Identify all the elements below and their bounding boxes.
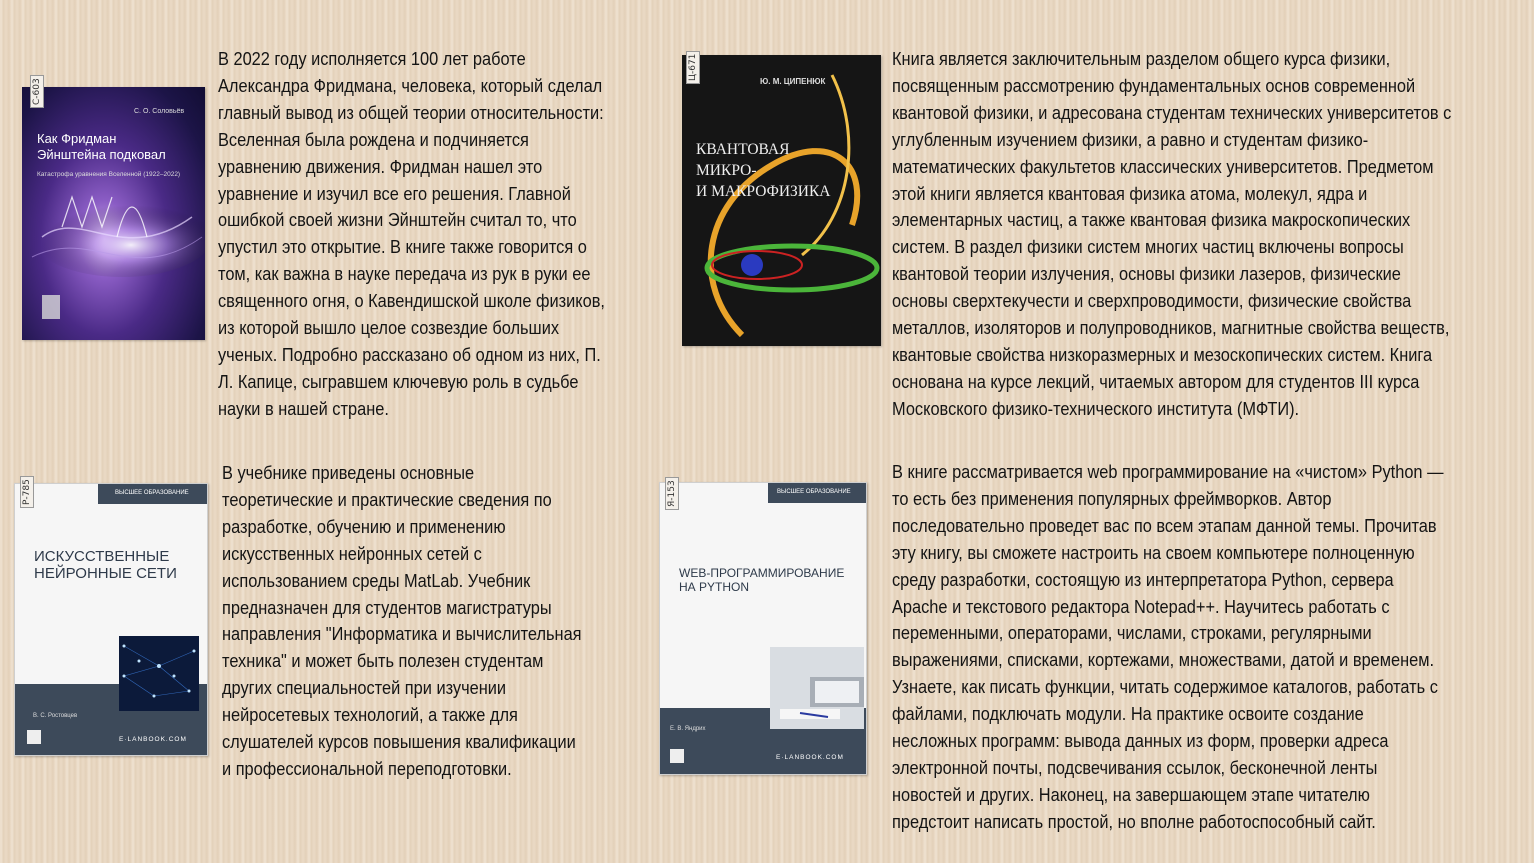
description-line: металлов, изоляторов и полупроводников, магнитные свойства веществ, (892, 318, 1450, 339)
description-line: разработке, обучению и применению (222, 516, 506, 537)
book-description (892, 459, 1443, 836)
description-line: Л. Капице, сыгравшем ключевую роль в судьбе (218, 371, 579, 392)
description-line: слушателей курсов повышения квалификации (222, 732, 576, 753)
description-line: Московского физико-технического института (МФТИ). (892, 398, 1300, 419)
cover-publisher: Е·LANBOOK.COM (776, 754, 844, 761)
library-sticker: Ц-671 (686, 51, 700, 84)
book-description (218, 46, 605, 423)
cover-title-line: МИКРО- (696, 162, 757, 179)
description-line: углубленным изучением физики, а равно и студентам физико- (892, 129, 1369, 150)
description-line: переменными, операторами, числами, строками, регулярными (892, 623, 1372, 644)
description-line: теоретические и практические сведения по (222, 489, 552, 510)
description-line: нейросетевых технологий, а также для (222, 705, 518, 726)
cover-title-line: ИСКУССТВЕННЫЕ (34, 548, 170, 565)
description-line: искусственных нейронных сетей с (222, 543, 482, 564)
description-line: В 2022 году исполняется 100 лет работе (218, 49, 526, 69)
publisher-logo (27, 730, 41, 744)
description-line: техника" и может быть полезен студентам (222, 651, 544, 672)
description-line: предстоит написать простой, но вполне работоспособный сайт. (892, 811, 1376, 832)
description-line: основы сверхтекучести и сверхпроводимости, физические свойства (892, 291, 1412, 312)
description-line: квантовые свойства низкоразмерных и мезоскопических систем. Книга (892, 344, 1433, 365)
description-line: главный вывод из общей теории относительности: (218, 102, 604, 123)
description-line: использованием среды MatLab. Учебник (222, 570, 531, 591)
cover-publisher: Е·LANBOOK.COM (119, 736, 187, 743)
cover-title-line: НА PYTHON (679, 580, 750, 594)
cover-author: С. О. Соловьёв (134, 108, 185, 115)
cover-subtitle: Катастрофа уравнения Вселенной (1922–2022) (37, 171, 181, 178)
book-cover-fridman (22, 87, 205, 340)
description-line: предназначен для студентов магистратуры (222, 597, 552, 618)
description-line: основана на курсе лекций, читаемых автором для студентов III курса (892, 371, 1420, 392)
publisher-logo (670, 749, 684, 763)
book-description (222, 460, 582, 783)
cover-title-line: Эйнштейна подковал (37, 147, 166, 162)
book-cover-neural-networks (14, 483, 208, 756)
description-line: науки в нашей стране. (218, 398, 389, 419)
description-line: Александра Фридмана, человека, который сделал (218, 75, 603, 96)
book-cover-web-python (659, 482, 867, 775)
description-line: и профессиональной переподготовки. (222, 758, 512, 779)
description-line: то есть без применения популярных фреймворков. Автор (892, 488, 1332, 509)
cover-title (679, 566, 844, 594)
description-line: систем. В раздел физики систем многих частиц включены вопросы (892, 237, 1404, 258)
nebula-art (22, 87, 205, 340)
description-line: этой книги является квантовая физика атома, молекул, ядра и (892, 183, 1368, 204)
description-line: из которой вышло целое созвездие больших (218, 318, 560, 339)
cover-title (37, 131, 166, 163)
cover-title-line: И МАКРОФИЗИКА (696, 183, 831, 200)
description-line: квантовой теории излучения, основы физики лазеров, физические (892, 264, 1401, 285)
description-line: Apache и текстового редактора Notepad++. Научитесь работать с (892, 596, 1390, 617)
cover-author: Ю. М. ЦИПЕНЮК (760, 77, 826, 86)
library-sticker: Р-785 (20, 476, 34, 508)
cover-title-line: Как Фридман (37, 131, 117, 146)
library-sticker: Я-153 (665, 477, 679, 510)
description-line: ошибкой своей жизни Эйнштейн считал то, что (218, 210, 577, 231)
description-line: направления "Информатика и вычислительная (222, 624, 582, 645)
description-line: уравнению движения. Фридман нашел это (218, 156, 543, 177)
book-cover-quantum (682, 55, 881, 346)
cover-title-line: КВАНТОВАЯ (696, 141, 790, 158)
description-line: математических факультетов классических университетов. Предметом (892, 156, 1434, 177)
cover-series: ВЫСШЕЕ ОБРАЗОВАНИЕ (115, 490, 189, 496)
description-line: несложных программ: вывода данных из форм, проверки адреса (892, 731, 1389, 752)
cover-title (34, 548, 177, 582)
cover-author: Е. В. Яндрих (670, 726, 706, 732)
cover-title-line: WEB-ПРОГРАММИРОВАНИЕ (679, 566, 845, 580)
cover-title (696, 139, 831, 202)
description-line: новостей и других. Наконец, на завершающем этапе читателю (892, 784, 1370, 805)
cover-series: ВЫСШЕЕ ОБРАЗОВАНИЕ (777, 489, 851, 495)
description-line: среду разработки, состоящую из интерпретатора Python, сервера (892, 569, 1394, 590)
description-line: элементарных частиц, а также квантовая физика макроскопических (892, 210, 1411, 231)
cover-author: В. С. Ростовцев (33, 713, 78, 719)
description-line: Вселенная была рождена и подчиняется (218, 129, 529, 150)
description-line: В книге рассматривается web программирование на «чистом» Python — (892, 462, 1444, 482)
network-art (119, 636, 199, 711)
description-line: файлами, подключать модули. На практике освоите создание (892, 704, 1364, 725)
description-line: посвященным рассмотрению фундаментальных основ современной (892, 75, 1416, 96)
description-line: уравнение и изучил все его решения. Главной (218, 183, 571, 204)
description-line: выражениями, списками, кортежами, множествами, датой и временем. (892, 650, 1435, 671)
description-line: Узнаете, как писать функции, читать содержимое каталогов, работать с (892, 677, 1438, 698)
description-line: В учебнике приведены основные (222, 463, 475, 483)
description-line: квантовой физики, и адресована студентам технических университетов с (892, 102, 1452, 123)
laptop-photo (770, 647, 864, 729)
description-line: эту книгу, вы сможете настроить на своем компьютере полноценную (892, 542, 1415, 563)
library-sticker: С-603 (30, 75, 44, 108)
description-line: других специальностей при изучении (222, 678, 507, 699)
book-description (892, 46, 1451, 423)
description-line: ученых. Подробно рассказано об одном из них, П. (218, 344, 601, 365)
description-line: священного огня, о Кавендишской школе физиков, (218, 291, 605, 312)
description-line: последовательно проведет вас по всем этапам данной темы. Прочитав (892, 515, 1437, 536)
description-line: упустил это открытие. В книге также говорится о (218, 237, 587, 258)
description-line: электронной почты, подсвечивания ссылок, бесконечной ленты (892, 757, 1378, 778)
description-line: том, как важна в науке передача из рук в руки ее (218, 264, 591, 285)
cover-title-line: НЕЙРОННЫЕ СЕТИ (34, 565, 177, 582)
description-line: Книга является заключительным разделом общего курса физики, (892, 49, 1391, 69)
